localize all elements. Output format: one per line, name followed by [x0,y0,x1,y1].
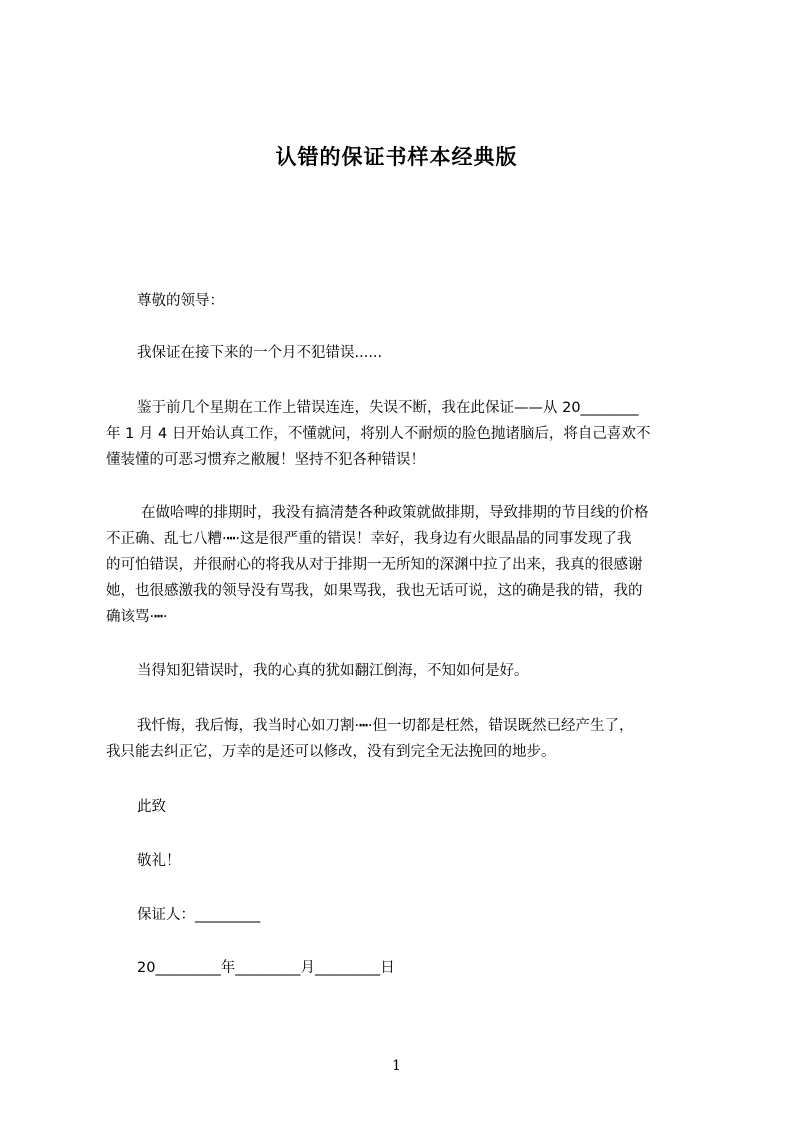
paragraph-5-line-2: 我只能去纠正它，万幸的是还可以修改，没有到完全无法挽回的地步。 [106,744,556,760]
date-line: 20_________年_________月_________日 [137,960,395,976]
paragraph-3-line-1: 在做哈啤的排期时，我没有搞清楚各种政策就做排期，导致排期的节目线的价格 [141,505,649,521]
paragraph-1-line-1: 我保证在接下来的一个月不犯错误...... [137,345,383,361]
closing-respectfully: 此致 [137,799,166,815]
guarantor-signature-line: 保证人：_________ [137,907,261,923]
paragraph-3-line-3: 的可怕错误，并很耐心的将我从对于排期一无所知的深渊中拉了出来，我真的很感谢 [106,557,643,573]
paragraph-2-line-1: 鉴于前几个星期在工作上错误连连，失误不断，我在此保证——从 20________ [137,400,639,416]
salutation: 尊敬的领导： [137,293,224,309]
paragraph-2-line-3: 懂装懂的可恶习惯弃之敝履！坚持不犯各种错误！ [106,452,425,468]
paragraph-2-line-2: 年 1 月 4 日开始认真工作，不懂就问，将别人不耐烦的脸色抛诸脑后，将自己喜欢不 [106,426,651,442]
page-number: 1 [392,1058,401,1074]
closing-salute: 敬礼！ [137,853,181,869]
paragraph-3-line-2: 不正确、乱七八糟·┅·这是很严重的错误！幸好，我身边有火眼晶晶的同事发现了我 [106,531,632,547]
paragraph-3-line-4: 她，也很感激我的领导没有骂我，如果骂我，我也无话可说，这的确是我的错，我的 [106,583,643,599]
paragraph-5-line-1: 我忏悔，我后悔，我当时心如刀割·┅·但一切都是枉然，错误既然已经产生了， [137,718,634,734]
paragraph-4-line-1: 当得知犯错误时，我的心真的犹如翻江倒海，不知如何是好。 [137,663,529,679]
document-title: 认错的保证书样本经典版 [275,145,518,169]
paragraph-3-line-5: 确该骂·┅· [106,609,168,625]
